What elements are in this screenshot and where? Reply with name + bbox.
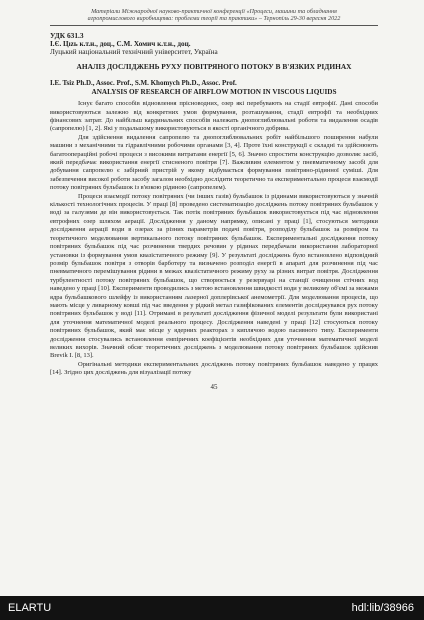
paragraph: Оригінальні методики експериментальних досліджень потоку повітряних бульбашок наведено у працях [14]. Згідно цих досліджень для візуалізації потоку: [50, 360, 378, 377]
repository-name: ELARTU: [8, 602, 52, 614]
page-content: [50, 8, 378, 391]
footer-bar: [0, 596, 424, 620]
header-line-2: агропромислового виробництва: проблеми теорії та практики» – Тернопіль 29-30 вересня 2022: [87, 15, 341, 23]
header-line-1: Матеріали Міжнародної науково-практичної конференції «Процеси, машини та обладнання: [91, 8, 337, 15]
title-english: ANALYSIS OF RESEARCH OF AIRFLOW MOTION IN VISCOUS LIQUIDS: [91, 87, 337, 96]
paragraph: Для здійснення видалення сапропелю та днопоглиблювальних робіт найбільшого поширення набули машини з механічними та гідравлічними робочими органами [3, 4]. Проте їхні конструкції є складні та здійснюють багатоопераційні робочі процеси з високими витратами енергії [5, 6]. Значно спростити конструкцію дозволяє засіб, який передбачає використання енергії стисненого повітря [7]. Важливим елементом у пневматичному засобі для добування сапропелю є забірний пристрій у якому відбувається формування повітряно-рідинної суміші. Для забезпечення високої роботи засобу загалом необхідно дослідити теоретично та експериментально процеси взаємодії потоку повітряних бульбашок із в'язкою рідиною (сапропелем).: [50, 133, 378, 192]
affiliation: Луцький національний технічний університет, Україна: [50, 48, 218, 57]
handle-id: hdl:lib/38966: [351, 602, 414, 614]
paragraph: Існує багато способів відновлення прісноводних, озер які перебувають на стадії евтрофії. Дані способи використовуються залежно від конкретних умов формування, розташування, стадії евтрофії та необхідних фінансових затрат. До найбільш кардинальних способів належать днопоглиблювальні роботи та видалення осадів (сапропелю) [1, 2]. Які у подальшому використовуються в якості органічного добрива.: [50, 100, 378, 133]
udk-code: УДК 631.3: [50, 30, 84, 40]
authors-english: I.E. Tsiz Ph.D., Assoc. Prof., S.M. Khomych Ph.D., Assoc. Prof.: [50, 79, 237, 87]
authors-ukrainian: І.Є. Цızь к.т.н., доц., С.М. Хомич к.т.н., доц.: [50, 39, 191, 48]
page-number: 45: [210, 382, 218, 391]
conference-header: [50, 8, 378, 26]
paragraph: Процеси взаємодії потоку повітряних (чи інших газів) бульбашок із рідинами використовуються у значній кількості технологічних процесів. У праці [8] проведено систематизацію досліджень потоку повітряних бульбашок у воді за галузями де він використовується. Так потік повітряних бульбашок використовується під час відновлення евтрофних озер шляхом аерації. Дослідження у даному напрямку, описані у праці [1], стосуються методики дослідження аерації води в озерах за різних параметрів подачі повітря, розподілу бульбашок за розміром та теоретичного моделювання вертикального потоку повітряних бульбашок. Експериментальні дослідження потоку повітряних бульбашок під час розчинення твердих речовин у рідинах передбачали використання лабораторної установки із формування умов квазістатичного режиму [9]. У результаті досліджень було встановлено відповідний розмір бульбашок повітря з отворів барботеру та визначено розподіл енергії в апараті для розчинення під час пневматичного перемішування рідини в межах квазістатичного режиму руху за різних витрат повітря. Дослідження турбулентності потоку повітряних бульбашок, що створюється у резервуарі на станції очищення стічних вод наведено у праці [10]. Експерименти проводились з метою встановлення швидкості води у великому об'ємі за межами ядра бульбашкового шлейфу із використанням лазерної доплерівської анемометрії. Для моделювання процесів, що мають місце у ливарному ковші під час введення у рідкий метал газифікованих елементів досліджувався рух потоку повітряних бульбашок у воді [11]. Отримані в результаті дослідження фізичної моделі результати були використані для уточнення математичної моделі реального процесу. Дослідження наведені у праці [12] стосуються потоку повітряних бульбашок, який має місце у ядерних реакторах з киплячою водою пасивного типу. Експерименти дослідження стосувались встановлення емпіричних коефіцієнтів необхідних для уточнення математичної моделі великих вихорів. Значний обсяг теоретичних досліджень з моделювання потоку повітряних бульбашок здійснив Brevik I. [8, 13].: [50, 192, 378, 360]
title-ukrainian: АНАЛІЗ ДОСЛІДЖЕНЬ РУХУ ПОВІТРЯНОГО ПОТОКУ В В'ЯЗКИХ РІДИНАХ: [76, 62, 352, 71]
